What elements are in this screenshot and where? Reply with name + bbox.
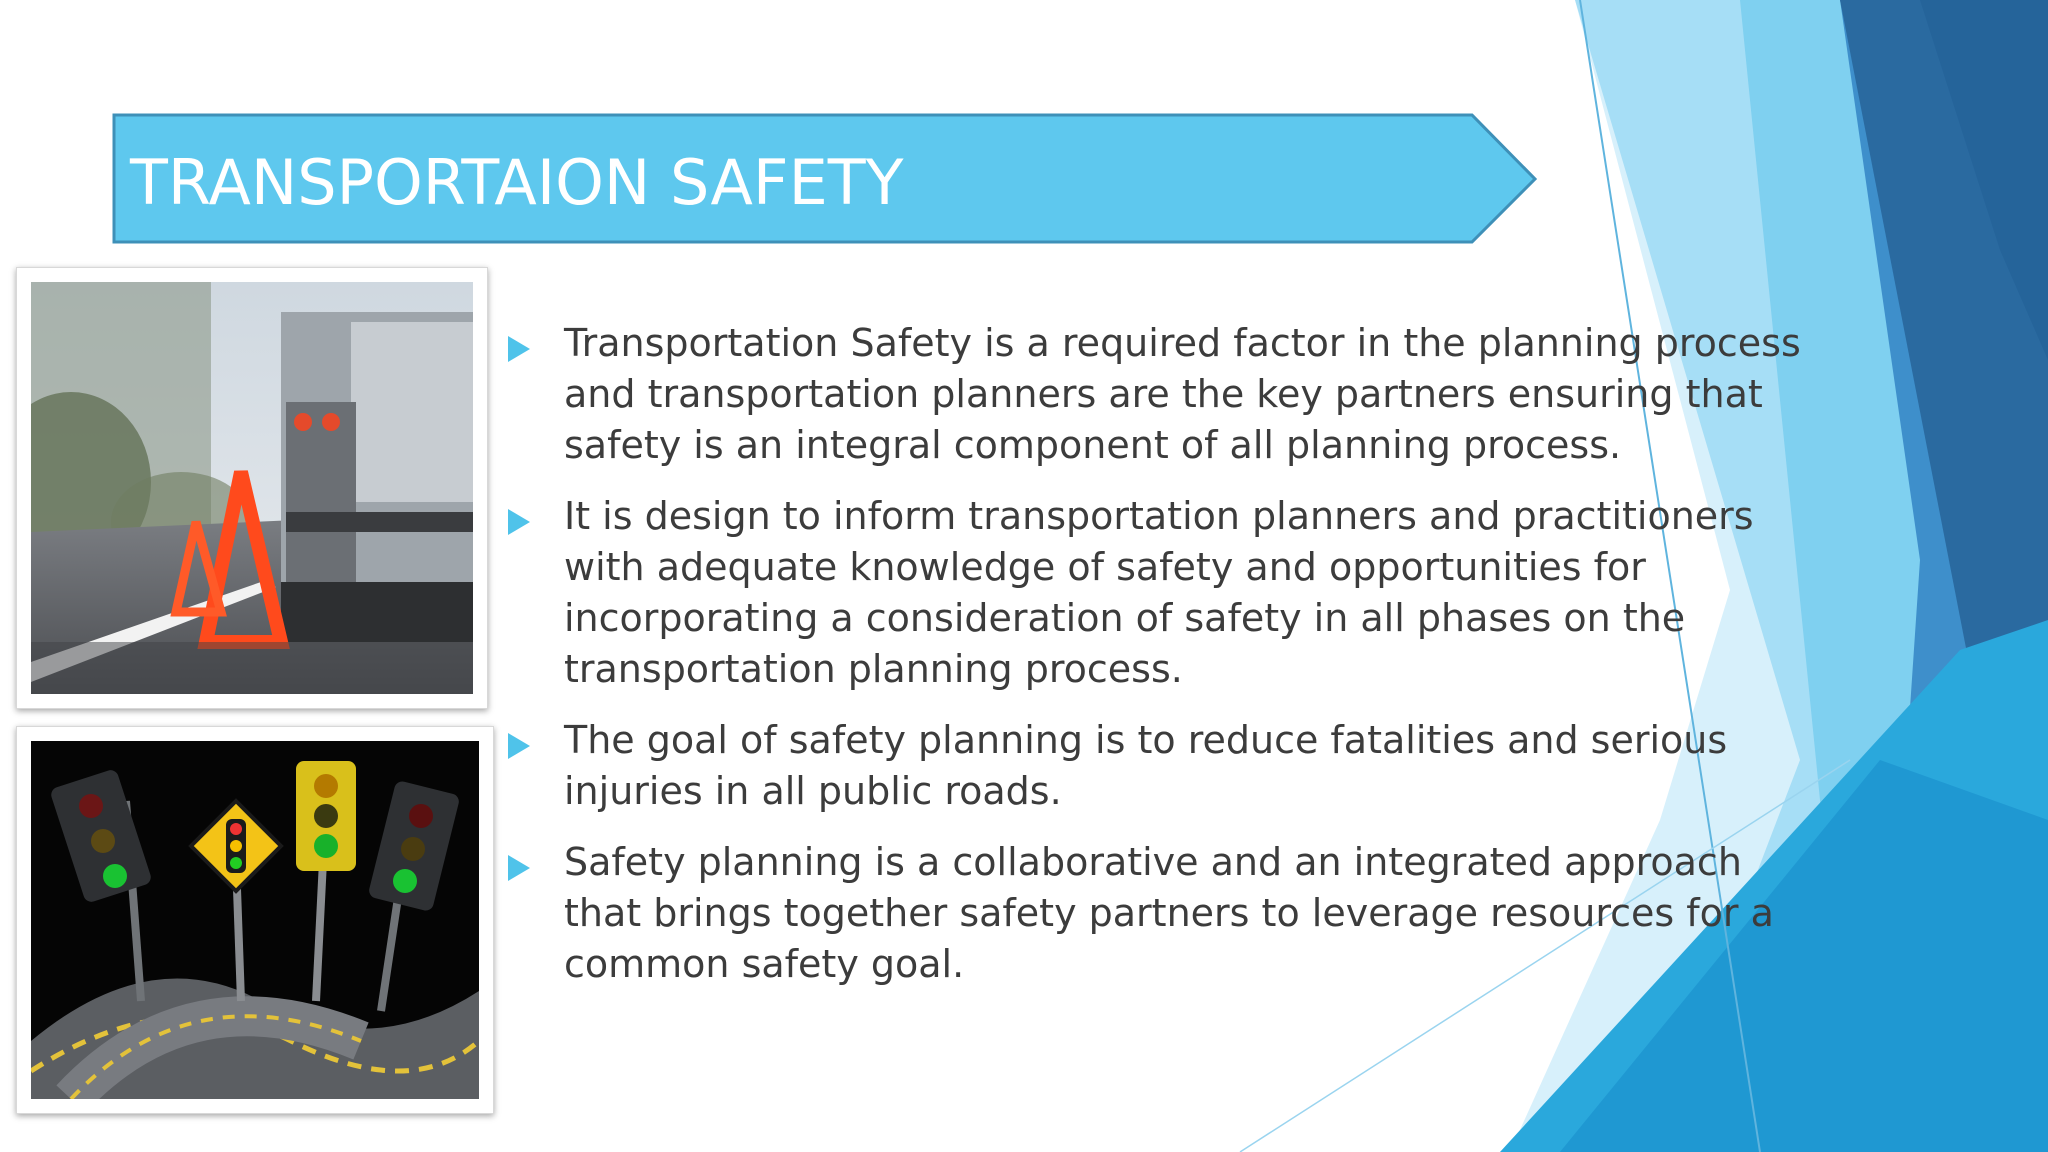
traffic-lights-on-roads-photo: [16, 726, 494, 1114]
bullet-arrow-icon: [508, 509, 530, 535]
road-scene-illustration: [31, 282, 473, 694]
bullet-text: It is design to inform transportation planners and practitioners with adequate knowledge of safety and opportunities for incorporating a consideration of safety in all phases on the transportation planning process.: [564, 494, 1754, 691]
list-item: [504, 837, 1804, 990]
list-item: [504, 491, 1804, 695]
slide-title: TRANSPORTAION SAFETY: [130, 146, 904, 219]
bullet-text: The goal of safety planning is to reduce fatalities and serious injuries in all public roads.: [564, 718, 1728, 813]
bullet-arrow-icon: [508, 336, 530, 362]
bullet-arrow-icon: [508, 855, 530, 881]
list-item: [504, 715, 1804, 817]
list-item: [504, 318, 1804, 471]
bullet-arrow-icon: [508, 733, 530, 759]
road-warning-triangles-photo: [16, 267, 488, 709]
bullet-text: Transportation Safety is a required factor in the planning process and transportation planners are the key partners ensuring that safety is an integral component of all planning process.: [564, 321, 1801, 467]
traffic-lights-illustration: [31, 741, 479, 1099]
bullet-text: Safety planning is a collaborative and an integrated approach that brings together safety partners to leverage resources for a common safety goal.: [564, 840, 1774, 986]
bullet-list: [504, 318, 1804, 1010]
